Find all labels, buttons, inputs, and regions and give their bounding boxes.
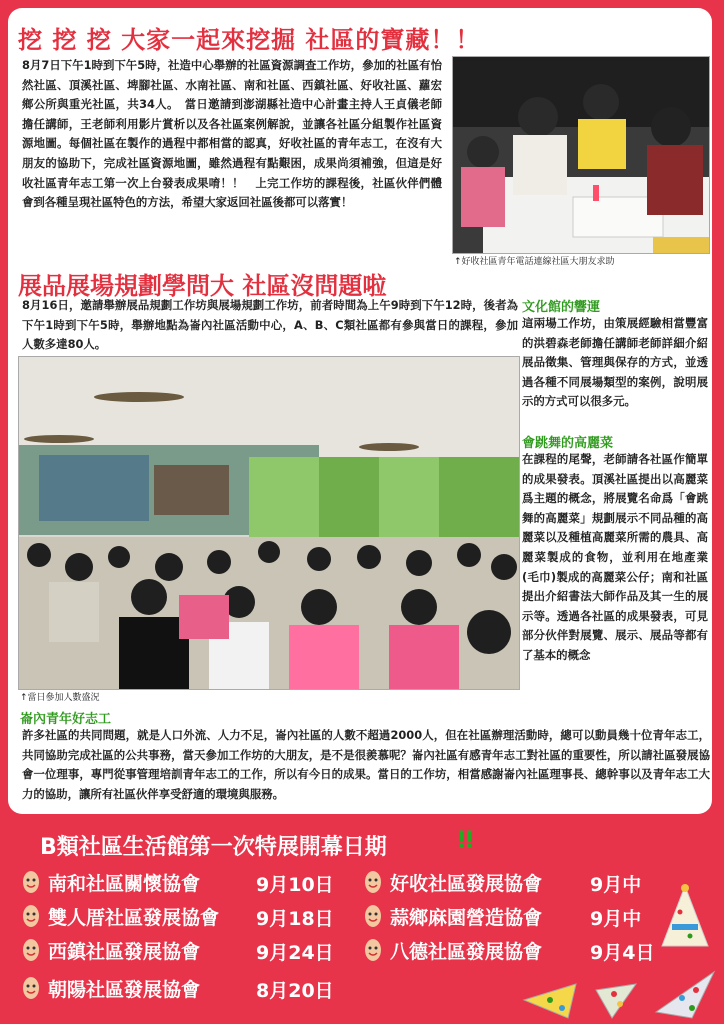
sub3-body: 許多社區的共同問題，就是人口外流、人力不足，崙內社區的人數不超過2000人，但在社區辦理活動時，總可以動員幾十位青年志工，共同協助完成社區的公共事務，當天參加工作坊的大朋友，是不是很羨慕呢？崙內社區有感青年志工對社區的重要性，所以請社區發展協會一位理事，專門從事管理培訓青年志工的工作，所以有今日的成果。當日的工作坊，相當感謝崙內社區理事長、總幹事以及青年志工大力的協助，讓所有社區伙伴享受舒適的環境與服務。 bbox=[22, 728, 710, 801]
party-hat-icon bbox=[660, 884, 710, 950]
face-icon bbox=[364, 904, 382, 928]
sub3-title: 崙內青年好志工 bbox=[20, 712, 112, 727]
expo-date: 9月中 bbox=[590, 908, 642, 930]
face-icon bbox=[364, 938, 382, 962]
expo-name: 朝陽社區發展協會 bbox=[48, 978, 201, 1001]
expo-date: 9月24日 bbox=[256, 942, 334, 964]
sub1-title: 文化館的響運 bbox=[522, 300, 601, 315]
expo-row bbox=[22, 972, 200, 1004]
newsletter-page bbox=[8, 8, 712, 814]
expo-name: 西鎮社區發展協會 bbox=[48, 940, 201, 963]
expo-row bbox=[364, 866, 542, 898]
workshop-photo-2 bbox=[18, 356, 520, 690]
face-icon bbox=[22, 976, 40, 1000]
expo-name: 南和社區關懷協會 bbox=[48, 872, 201, 895]
sub2-body: 在課程的尾聲，老師請各社區作簡單的成果發表。頂溪社區提出以高麗菜爲主題的概念，將展覽名命爲「會跳舞的高麗菜」規劃展示不同品種的高麗菜以及種植高麗菜所需的農具、高麗菜製成的食物，並利用在地產業(毛巾)製成的高麗菜公仔；南和社區提出介紹書法大師作品及其一生的展示等。透過各社區的成果發表，可見部分伙伴對展覽、展示、展品等都有了基本的概念 bbox=[522, 452, 708, 662]
photo1-caption: ↑好收社區青年電話連線社區大朋友求助 bbox=[454, 257, 615, 267]
sub2-title: 會跳舞的高麗菜 bbox=[522, 436, 614, 451]
expo-row bbox=[364, 934, 542, 966]
expo-name: 好收社區發展協會 bbox=[390, 872, 543, 895]
expo-row bbox=[364, 900, 542, 932]
face-icon bbox=[22, 938, 40, 962]
expo-name: 雙人厝社區發展協會 bbox=[48, 906, 220, 929]
double-exclaim-icon: ‼ bbox=[458, 826, 474, 854]
party-hat-icon bbox=[652, 968, 718, 1020]
section1-title: 挖 挖 挖 大家一起來挖掘 社區的寶藏！！ bbox=[18, 26, 481, 54]
expo-title: B類社區生活館第一次特展開幕日期 bbox=[40, 835, 387, 860]
party-hat-icon bbox=[520, 980, 580, 1020]
face-icon bbox=[364, 870, 382, 894]
expo-date: 9月4日 bbox=[590, 942, 655, 964]
expo-row bbox=[22, 934, 200, 966]
workshop-photo-1 bbox=[452, 56, 710, 254]
expo-row bbox=[22, 866, 200, 898]
section1-body: 8月7日下午1時到下午5時，社造中心舉辦的社區資源調查工作坊，參加的社區有怡然社區、頂溪社區、埤腳社區、水南社區、南和社區、西鎮社區、好收社區、蘿宏鄉公所與重光社區，共34人。 當日邀請到澎湖縣社造中心計畫主持人王貞儀老師擔任講師，王老師利用影片賞析以及各社區案例解說，並讓各社區分組製作社區資源地圖。每個社區在製作的過程中都相當的認真，好收社區的青年志工，在沒有大朋友的協助下，完成社區資源地圖，雖然過程有點艱困，成果尚須補強，但這是好收社區青年志工第一次上台發表成果唷！！ 上完工作坊的課程後，社區伙伴們體會到各種呈現社區特色的方法，希望大家返回社區後都可以落實！ bbox=[22, 58, 442, 210]
expo-date: 9月18日 bbox=[256, 908, 334, 930]
photo2-caption: ↑當日參加人數盛況 bbox=[20, 693, 100, 703]
expo-name: 八德社區發展協會 bbox=[390, 940, 543, 963]
expo-row bbox=[22, 900, 219, 932]
sub1-body: 這兩場工作坊，由策展經驗相當豐富的洪碧森老師擔任講師老師詳細介紹展品徵集、管理與保存的方式，並透過各種不同展場類型的案例，說明展示的方式可以很多元。 bbox=[522, 316, 708, 409]
expo-name: 蒜鄉麻園營造協會 bbox=[390, 906, 543, 929]
expo-date: 9月中 bbox=[590, 874, 642, 896]
party-hat-icon bbox=[592, 980, 640, 1020]
face-icon bbox=[22, 870, 40, 894]
expo-date: 8月20日 bbox=[256, 980, 334, 1002]
expo-date: 9月10日 bbox=[256, 874, 334, 896]
face-icon bbox=[22, 904, 40, 928]
section2-body: 8月16日，邀請舉辦展品規劃工作坊與展場規劃工作坊，前者時間為上午9時到下午12時，後者為下午1時到下午5時，舉辦地點為崙內社區活動中心，A、B、C類社區都有參與當日的課程，參加人數多達80人。 bbox=[22, 298, 518, 352]
section2-title: 展品展場規劃學問大 社區沒問題啦 bbox=[18, 272, 387, 300]
